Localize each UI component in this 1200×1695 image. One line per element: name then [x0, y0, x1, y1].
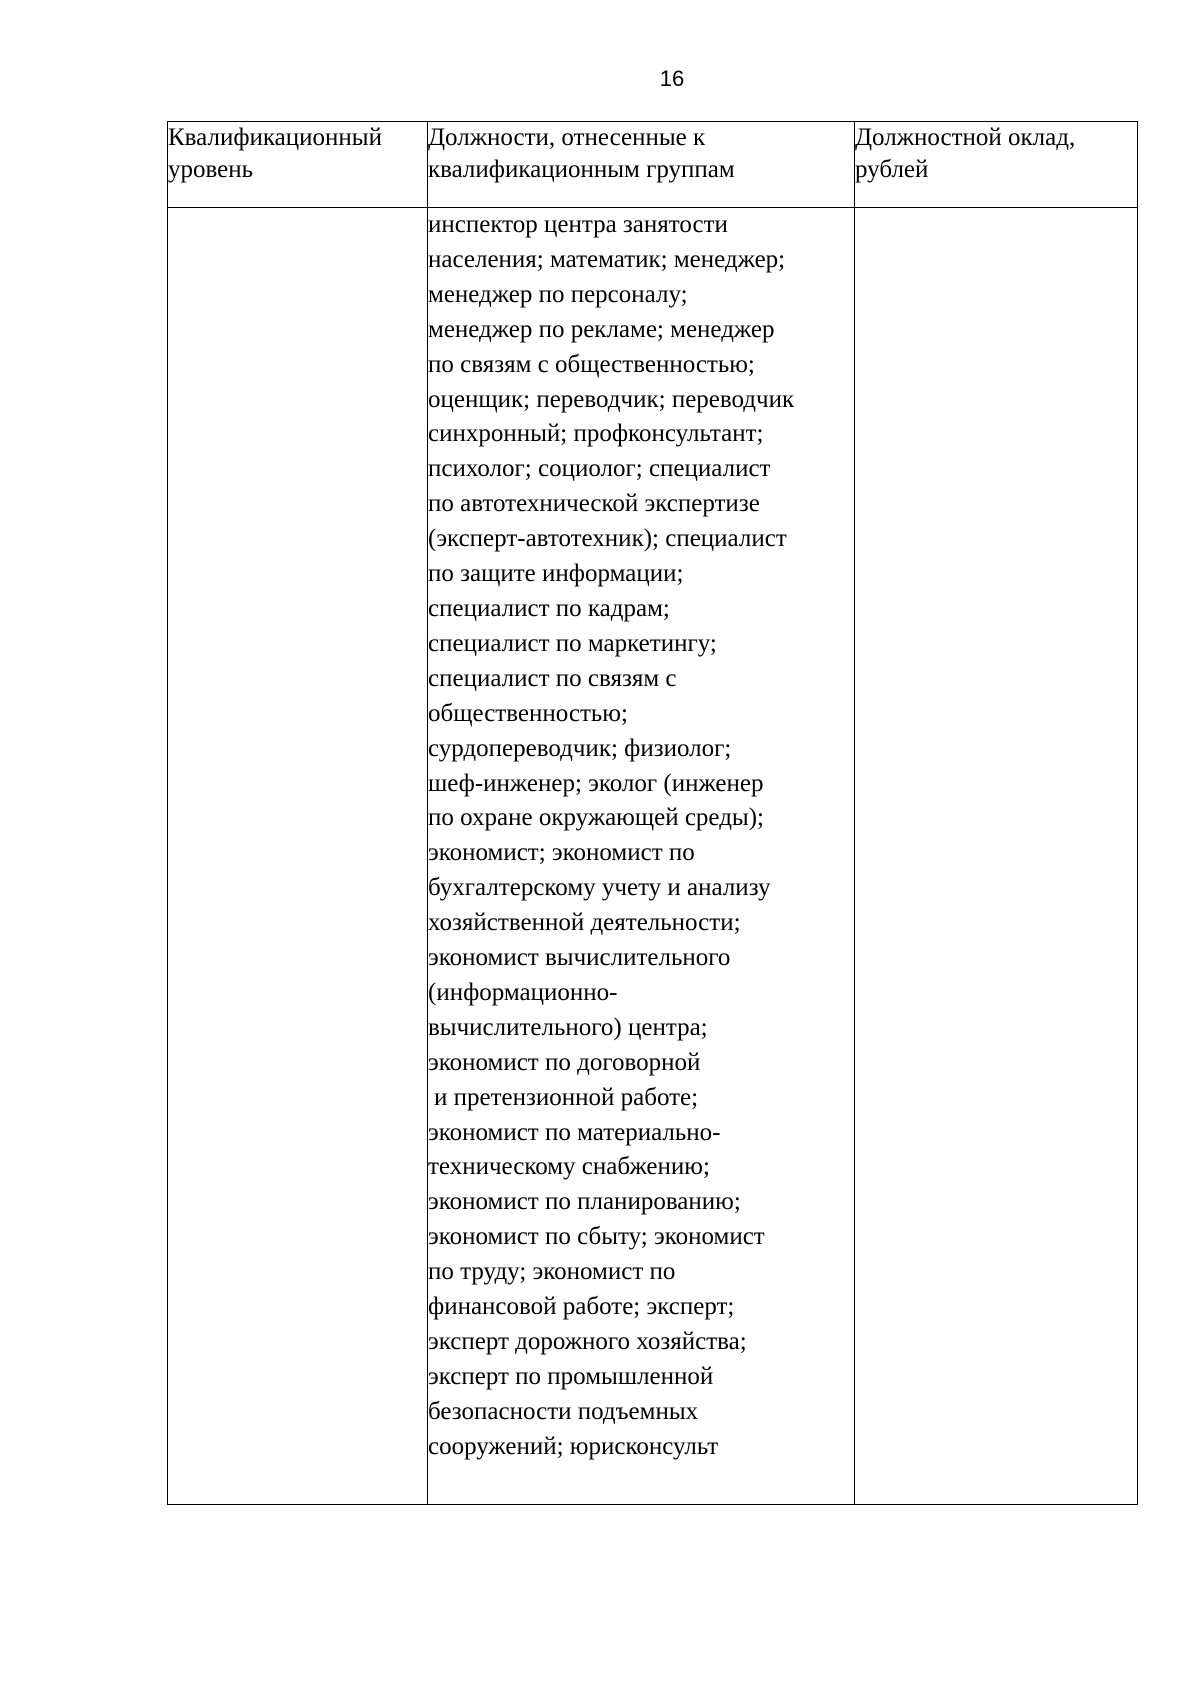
position-line: по охране окружающей среды);	[428, 804, 764, 832]
position-line: и претензионной работе;	[434, 1083, 699, 1111]
position-line: безопасности подъемных	[428, 1397, 699, 1425]
position-line: специалист по кадрам;	[428, 594, 670, 622]
position-line: населения; математик; менеджер;	[428, 245, 786, 273]
position-line: хозяйственной деятельности;	[428, 909, 741, 937]
position-line: инспектор центра занятости	[428, 211, 728, 238]
position-line: оценщик; переводчик; переводчик	[428, 385, 795, 413]
table-header-row	[168, 122, 1138, 208]
cell-salary	[855, 208, 1138, 1505]
position-line: общественностью;	[428, 699, 628, 727]
position-line: техническому снабжению;	[428, 1153, 710, 1181]
position-line: по защите информации;	[428, 560, 684, 588]
position-line: сурдопереводчик; физиолог;	[428, 734, 732, 762]
header-salary: Должностной оклад, рублей	[855, 122, 1138, 208]
position-line: (информационно-	[428, 978, 618, 1006]
position-line: экономист по сбыту; экономист	[428, 1223, 765, 1251]
positions-list	[428, 208, 854, 1465]
position-line: менеджер по персоналу;	[428, 280, 688, 308]
position-line: менеджер по рекламе; менеджер	[428, 315, 775, 343]
header-qualification-level: Квалификационный уровень	[168, 122, 428, 208]
position-line: финансовой работе; эксперт;	[428, 1293, 735, 1321]
position-line: экономист по договорной	[428, 1048, 701, 1076]
position-line: экономист по планированию;	[428, 1188, 741, 1216]
position-line: по связям с общественностью;	[428, 350, 755, 378]
position-line: психолог; социолог; специалист	[428, 455, 771, 483]
position-line: специалист по связям с	[428, 664, 677, 692]
table-row	[168, 208, 1138, 1505]
position-line: эксперт по промышленной	[428, 1362, 714, 1390]
position-line: по труду; экономист по	[428, 1258, 676, 1286]
position-line: экономист вычислительного	[428, 944, 731, 972]
cell-qualification-level	[168, 208, 428, 1505]
page-number: 16	[659, 66, 685, 91]
position-line: экономист; экономист по	[428, 839, 695, 867]
position-line: вычислительного) центра;	[428, 1013, 708, 1041]
position-line: экономист по материально-	[428, 1118, 721, 1146]
position-line: шеф-инженер; эколог (инженер	[428, 769, 764, 797]
position-line: бухгалтерскому учету и анализу	[428, 874, 771, 902]
position-line: по автотехнической экспертизе	[428, 490, 760, 518]
position-line: эксперт дорожного хозяйства;	[428, 1328, 747, 1355]
position-line: сооружений; юрисконсульт	[428, 1432, 719, 1460]
position-line: (эксперт-автотехник); специалист	[428, 525, 787, 553]
cell-positions	[428, 208, 855, 1505]
qualification-table	[167, 121, 1138, 1505]
position-line: синхронный; профконсультант;	[428, 420, 764, 448]
header-positions: Должности, отнесенные к квалификационным группам	[428, 122, 855, 208]
position-line: специалист по маркетингу;	[428, 629, 717, 657]
